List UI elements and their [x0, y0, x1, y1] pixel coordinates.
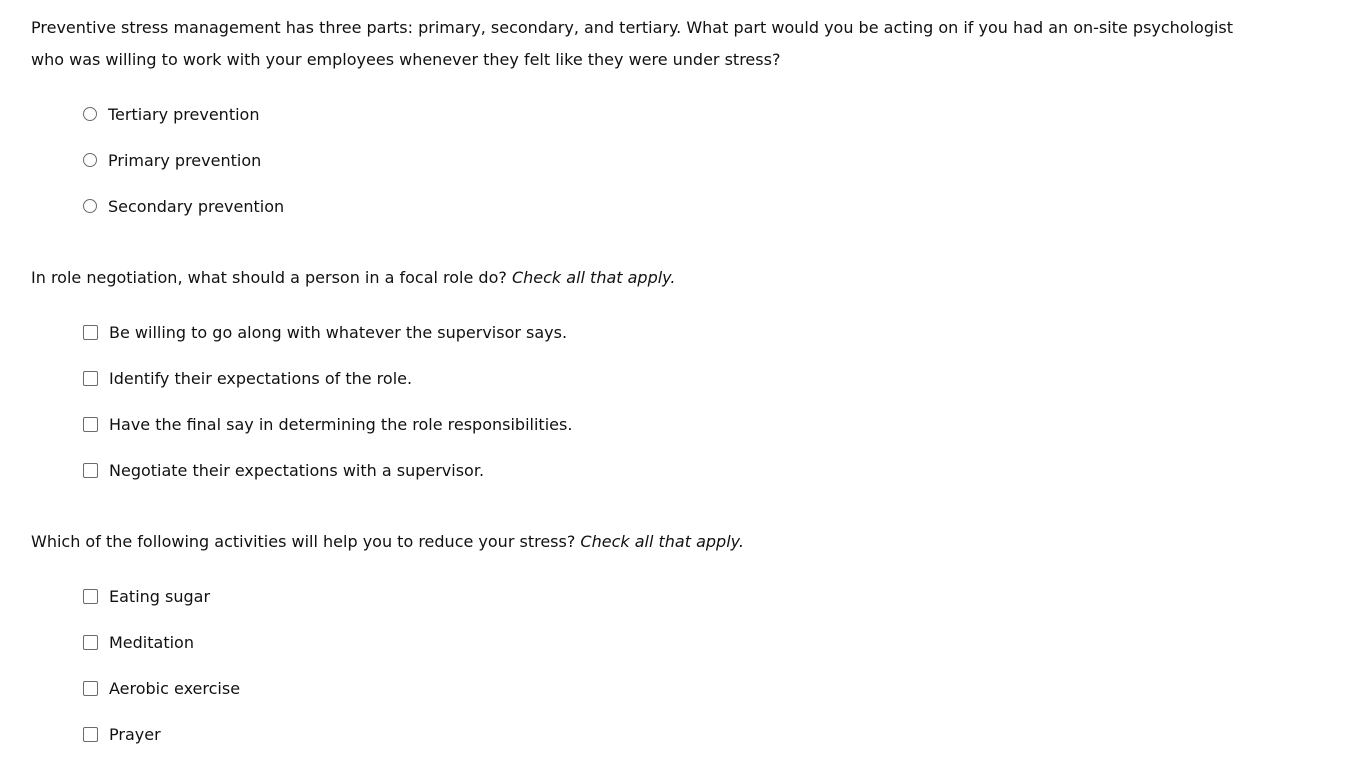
checkbox[interactable]	[83, 681, 98, 696]
option-label: Tertiary prevention	[108, 105, 260, 124]
q3-option-meditation[interactable]	[83, 631, 194, 655]
q3-option-eating-sugar[interactable]	[83, 585, 210, 609]
question-1-text	[31, 12, 1261, 76]
question-2-text	[31, 262, 1261, 294]
radio-button[interactable]	[83, 153, 97, 167]
question-1-prompt: Preventive stress management has three parts: primary, secondary, and tertiary. What part would you be acting on if you had an on-site psychologist who was willing to work with your employees whenever they felt like they were under stress?	[31, 18, 1234, 69]
q1-option-secondary[interactable]	[83, 195, 284, 219]
question-2-prompt: In role negotiation, what should a person in a focal role do?	[31, 268, 507, 287]
radio-button[interactable]	[83, 199, 97, 213]
option-label: Meditation	[109, 633, 194, 652]
q2-option-identify-expectations[interactable]	[83, 367, 412, 391]
option-label: Secondary prevention	[108, 197, 285, 216]
checkbox[interactable]	[83, 589, 98, 604]
checkbox[interactable]	[83, 417, 98, 432]
question-3-text	[31, 526, 1261, 558]
radio-button[interactable]	[83, 107, 97, 121]
q2-option-negotiate[interactable]	[83, 459, 484, 483]
checkbox[interactable]	[83, 463, 98, 478]
question-2-hint: Check all that apply.	[511, 268, 676, 287]
q2-option-final-say[interactable]	[83, 413, 572, 437]
q1-option-tertiary[interactable]	[83, 103, 259, 127]
option-label: Eating sugar	[109, 587, 211, 606]
q3-option-prayer[interactable]	[83, 723, 161, 747]
checkbox[interactable]	[83, 371, 98, 386]
option-label: Negotiate their expectations with a supervisor.	[109, 461, 485, 480]
question-3-prompt: Which of the following activities will help you to reduce your stress?	[31, 532, 576, 551]
q3-option-aerobic-exercise[interactable]	[83, 677, 240, 701]
option-label: Have the final say in determining the role responsibilities.	[109, 415, 573, 434]
option-label: Aerobic exercise	[109, 679, 241, 698]
q2-option-go-along[interactable]	[83, 321, 567, 345]
checkbox[interactable]	[83, 325, 98, 340]
q1-option-primary[interactable]	[83, 149, 261, 173]
checkbox[interactable]	[83, 635, 98, 650]
question-3-hint: Check all that apply.	[580, 532, 744, 551]
option-label: Identify their expectations of the role.	[109, 369, 413, 388]
checkbox[interactable]	[83, 727, 98, 742]
option-label: Prayer	[109, 725, 161, 744]
option-label: Primary prevention	[108, 151, 262, 170]
option-label: Be willing to go along with whatever the supervisor says.	[109, 323, 568, 342]
